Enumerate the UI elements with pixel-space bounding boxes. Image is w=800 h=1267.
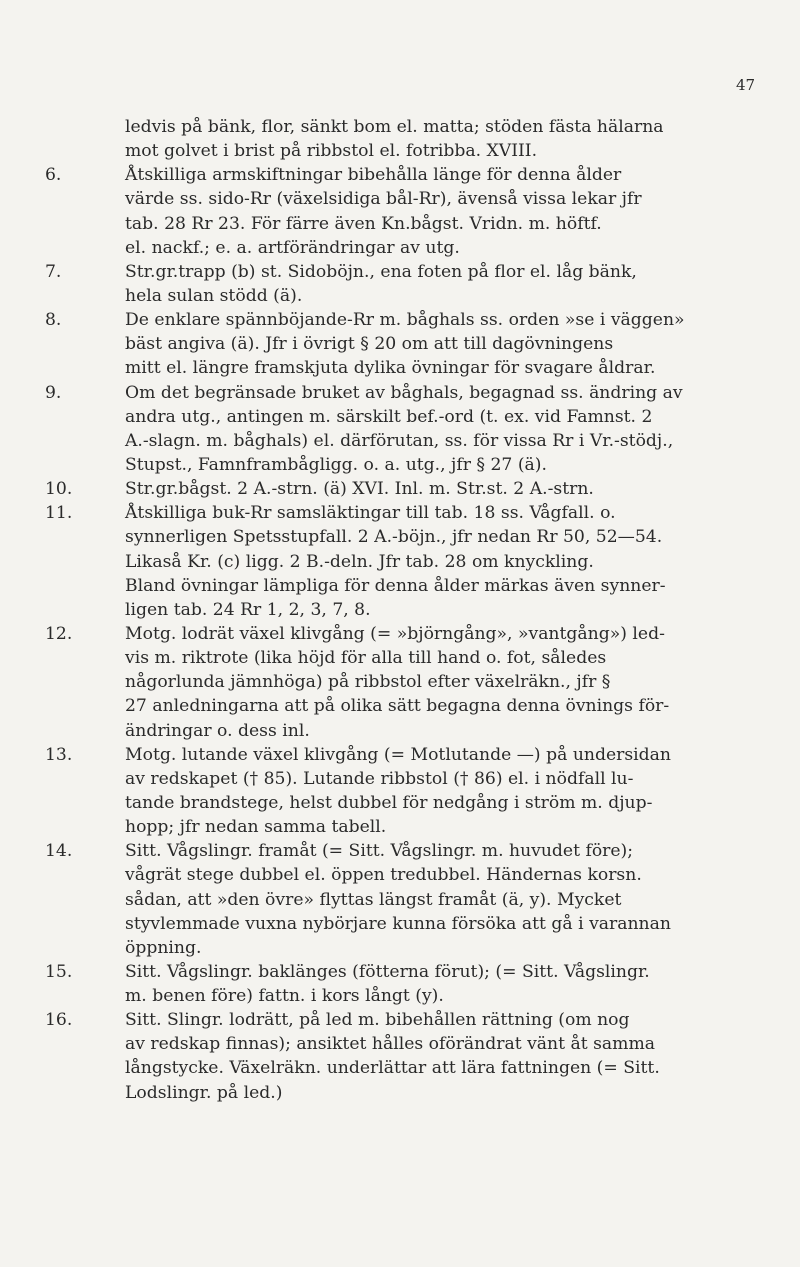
- line-text: ändringar o. dess inl.: [125, 720, 310, 741]
- line-text: långstycke. Växelräkn. underlättar att lära fattningen (= Sitt.: [125, 1058, 660, 1079]
- line-text: Str.gr.trapp (b) st. Sidoböjn., ena foten på flor el. låg bänk,: [125, 261, 637, 282]
- line-text: hopp; jfr nedan samma tabell.: [125, 817, 387, 838]
- item-number: 14.: [45, 841, 73, 862]
- line-text: Likaså Kr. (c) ligg. 2 B.-deln. Jfr tab. 28 om knyckling.: [125, 551, 594, 572]
- text-line: [45, 550, 765, 574]
- item-number: 16.: [45, 1010, 73, 1031]
- line-text: De enklare spännböjande-Rr m. båghals ss. orden »se i väggen»: [125, 310, 685, 331]
- text-line: [45, 236, 765, 260]
- text-line: [45, 115, 765, 139]
- line-text: vågrät stege dubbel el. öppen tredubbel. Händernas korsn.: [125, 865, 642, 886]
- line-text: m. benen före) fattn. i kors långt (y).: [125, 986, 444, 1007]
- line-text: Motg. lutande växel klivgång (= Motlutande —) på undersidan: [125, 744, 671, 765]
- text-line: [45, 670, 765, 694]
- item-number: 15.: [45, 961, 73, 982]
- text-line: [45, 984, 765, 1008]
- text-line: [45, 260, 765, 284]
- line-text: Sitt. Vågslingr. framåt (= Sitt. Vågslingr. m. huvudet före);: [125, 841, 634, 862]
- text-line: [45, 1032, 765, 1056]
- line-text: synnerligen Spetsstupfall. 2 A.-böjn., jfr nedan Rr 50, 52—54.: [125, 527, 663, 548]
- line-text: Åtskilliga armskiftningar bibehålla länge för denna ålder: [125, 165, 622, 186]
- line-text: ledvis på bänk, flor, sänkt bom el. matta; stöden fästa hälarna: [125, 117, 664, 137]
- item-number: 10.: [45, 479, 73, 500]
- text-line: [45, 453, 765, 477]
- line-text: Stupst., Famnframbågligg. o. a. utg., jfr § 27 (ä).: [125, 454, 547, 475]
- text-line: [45, 960, 765, 984]
- line-text: A.-slagn. m. båghals) el. därförutan, ss. för vissa Rr i Vr.-stödj.,: [125, 430, 674, 451]
- text-line: [45, 936, 765, 960]
- text-line: [45, 646, 765, 670]
- text-line: [45, 839, 765, 863]
- item-number: 7.: [45, 261, 62, 282]
- line-text: sådan, att »den övre» flyttas längst framåt (ä, y). Mycket: [125, 889, 622, 910]
- text-line: [45, 694, 765, 718]
- text-line: [45, 429, 765, 453]
- line-text: någorlunda jämnhöga) på ribbstol efter växelräkn., jfr §: [125, 672, 611, 693]
- text-line: [45, 381, 765, 405]
- text-line: [45, 525, 765, 549]
- text-line: [45, 888, 765, 912]
- item-number: 9.: [45, 382, 62, 403]
- text-line: [45, 1056, 765, 1080]
- text-line: [45, 356, 765, 380]
- line-text: mot golvet i brist på ribbstol el. fotribba. XVIII.: [125, 141, 538, 162]
- text-line: [45, 139, 765, 163]
- text-line: [45, 284, 765, 308]
- line-text: Motg. lodrät växel klivgång (= »björngång», »vantgång») led-: [125, 623, 665, 644]
- line-text: Lodslingr. på led.): [125, 1082, 283, 1103]
- line-text: öppning.: [125, 937, 202, 958]
- text-line: [45, 912, 765, 936]
- text-line: [45, 1081, 765, 1105]
- text-line: [45, 767, 765, 791]
- line-text: tab. 28 Rr 23. För färre även Kn.bågst. Vridn. m. höftf.: [125, 213, 602, 234]
- page-number: 47: [736, 76, 756, 94]
- text-line: [45, 501, 765, 525]
- line-text: 27 anledningarna att på olika sätt begagna denna övnings för-: [125, 696, 670, 717]
- line-text: styvlemmade vuxna nybörjare kunna försöka att gå i varannan: [125, 913, 671, 934]
- item-number: 6.: [45, 165, 62, 186]
- item-number: 8.: [45, 310, 62, 331]
- line-text: el. nackf.; e. a. artförändringar av utg.: [125, 237, 460, 258]
- line-text: vis m. riktrote (lika höjd för alla till hand o. fot, således: [125, 648, 607, 669]
- text-line: [45, 212, 765, 236]
- line-text: hela sulan stödd (ä).: [125, 285, 303, 306]
- text-line: [45, 405, 765, 429]
- text-line: [45, 598, 765, 622]
- item-number: 13.: [45, 744, 73, 765]
- line-text: bäst angiva (ä). Jfr i övrigt § 20 om att till dagövningens: [125, 334, 614, 355]
- item-number: 12.: [45, 623, 73, 644]
- text-line: [45, 574, 765, 598]
- text-line: [45, 308, 765, 332]
- text-line: [45, 622, 765, 646]
- line-text: värde ss. sido-Rr (växelsidiga bål-Rr), ävenså vissa lekar jfr: [125, 189, 642, 210]
- line-text: tande brandstege, helst dubbel för nedgång i ström m. djup-: [125, 792, 653, 813]
- line-text: andra utg., antingen m. särskilt bef.-ord (t. ex. vid Famnst. 2: [125, 406, 653, 427]
- line-text: Åtskilliga buk-Rr samsläktingar till tab. 18 ss. Vågfall. o.: [125, 503, 616, 524]
- text-line: [45, 791, 765, 815]
- line-text: Sitt. Vågslingr. baklänges (fötterna förut); (= Sitt. Vågslingr.: [125, 961, 650, 982]
- line-text: av redskapet († 85). Lutande ribbstol († 86) el. i nödfall lu-: [125, 768, 634, 789]
- text-line: [45, 1008, 765, 1032]
- line-text: av redskap finnas); ansiktet hålles oförändrat vänt åt samma: [125, 1034, 656, 1055]
- text-line: [45, 743, 765, 767]
- line-text: Sitt. Slingr. lodrätt, på led m. bibehållen rättning (om nog: [125, 1010, 630, 1031]
- text-line: [45, 477, 765, 501]
- text-line: [45, 163, 765, 187]
- text-line: [45, 187, 765, 211]
- line-text: Bland övningar lämpliga för denna ålder märkas även synner-: [125, 575, 666, 596]
- document-body: [45, 115, 765, 1105]
- text-line: [45, 863, 765, 887]
- text-line: [45, 332, 765, 356]
- item-number: 11.: [45, 503, 73, 524]
- line-text: mitt el. längre framskjuta dylika övningar för svagare åldrar.: [125, 358, 656, 379]
- line-text: Om det begränsade bruket av båghals, begagnad ss. ändring av: [125, 382, 683, 403]
- line-text: ligen tab. 24 Rr 1, 2, 3, 7, 8.: [125, 599, 371, 620]
- text-line: [45, 815, 765, 839]
- text-line: [45, 719, 765, 743]
- line-text: Str.gr.bågst. 2 A.-strn. (ä) XVI. Inl. m. Str.st. 2 A.-strn.: [125, 479, 594, 500]
